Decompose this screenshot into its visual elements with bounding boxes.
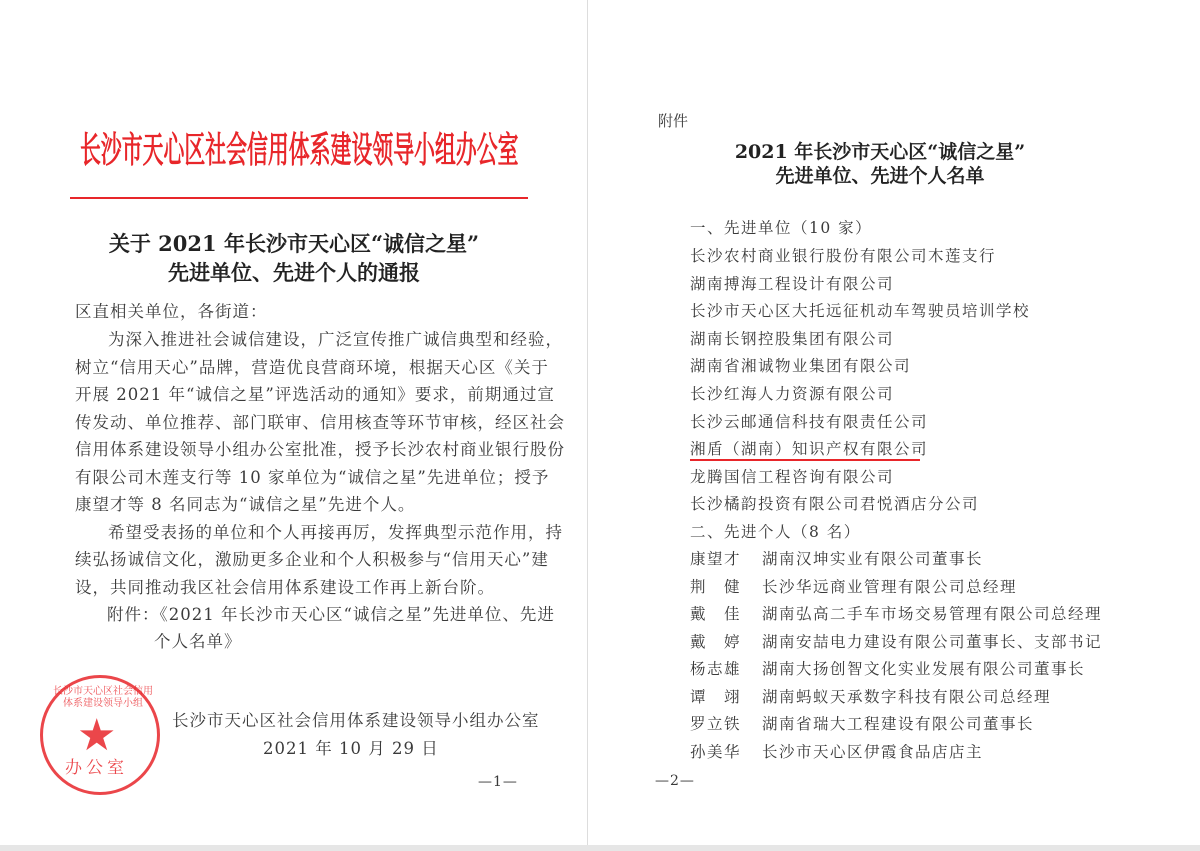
salutation: 区直相关单位，各街道： <box>75 302 268 321</box>
person-title: 湖南汉坤实业有限公司董事长 <box>762 550 984 568</box>
date: 2021 年 10 月 29 日 <box>263 739 439 758</box>
notice-title-line-2: 先进单位、先进个人的通报 <box>168 260 420 285</box>
person-name: 戴 婷 <box>690 632 742 651</box>
body-line: 为深入推进社会诚信建设，广泛宣传推广诚信典型和经验， <box>108 330 563 349</box>
letterhead: 长沙市天心区社会信用体系建设领导小组办公室 <box>80 129 519 171</box>
body-line: 树立“信用天心”品牌，营造优良营商环境，根据天心区《关于 <box>75 357 549 377</box>
unit-item: 长沙红海人力资源有限公司 <box>690 385 895 403</box>
person-title: 长沙市天心区伊霞食品店店主 <box>762 742 984 761</box>
person-title: 湖南大扬创智文化实业发展有限公司董事长 <box>762 660 1086 678</box>
unit-item: 长沙农村商业银行股份有限公司木莲支行 <box>690 247 997 265</box>
person-title: 湖南弘高二手车市场交易管理有限公司总经理 <box>762 605 1103 623</box>
attachment-label: 附件 <box>658 112 689 130</box>
people-heading: 二、先进个人（8 名） <box>690 523 861 541</box>
person-title: 湖南蚂蚁天承数字科技有限公司总经理 <box>762 687 1052 706</box>
seal-arc-text: 长沙市天心区社会信用体系建设领导小组 <box>53 686 153 709</box>
star-icon: ★ <box>77 710 117 761</box>
page-1 <box>0 0 588 845</box>
unit-item: 长沙橘韵投资有限公司君悦酒店分公司 <box>690 495 980 514</box>
body-line: 有限公司木莲支行等 10 家单位为“诚信之星”先进单位；授予 <box>75 467 550 487</box>
list-title-line-1: 2021 年长沙市天心区“诚信之星” <box>734 141 1026 163</box>
body-line: 信用体系建设领导小组办公室批准，授予长沙农村商业银行股份 <box>75 440 565 459</box>
unit-item: 长沙云邮通信科技有限责任公司 <box>690 412 929 431</box>
signature: 长沙市天心区社会信用体系建设领导小组办公室 <box>172 711 540 730</box>
unit-item: 长沙市天心区大托远征机动车驾驶员培训学校 <box>690 302 1031 321</box>
body-line: 康望才等 8 名同志为“诚信之星”先进个人。 <box>75 495 416 514</box>
seal-center-text: 办公室 <box>65 758 128 778</box>
person-name: 罗立铁 <box>690 715 742 733</box>
person-title: 湖南安喆电力建设有限公司董事长、支部书记 <box>762 632 1103 651</box>
unit-item: 湖南搏海工程设计有限公司 <box>690 274 895 293</box>
page-number: —1— <box>478 774 518 790</box>
body-line: 设，共同推动我区社会信用体系建设工作再上新台阶。 <box>75 577 495 597</box>
person-name: 荆 健 <box>690 577 742 596</box>
person-title: 长沙华远商业管理有限公司总经理 <box>762 577 1018 596</box>
letterhead-divider <box>70 197 528 199</box>
body-line: 传发动、单位推荐、部门联审、信用核查等环节审核，经区社会 <box>75 412 565 432</box>
official-seal <box>40 675 160 795</box>
page-number: —2— <box>655 773 695 789</box>
body-line: 续弘扬诚信文化，激励更多企业和个人积极参与“信用天心”建 <box>75 550 549 569</box>
unit-item: 湖南长钢控股集团有限公司 <box>690 329 895 348</box>
page-2 <box>590 0 1200 845</box>
person-name: 康望才 <box>690 550 742 568</box>
scan-edge <box>0 845 1200 851</box>
person-name: 孙美华 <box>690 742 742 761</box>
highlight-underline <box>690 459 920 461</box>
person-name: 谭 翊 <box>690 687 742 706</box>
attachment-line-1: 附件：《2021 年长沙市天心区“诚信之星”先进单位、先进 <box>107 605 555 624</box>
body-line: 希望受表扬的单位和个人再接再厉，发挥典型示范作用，持 <box>108 522 563 542</box>
person-title: 湖南省瑞大工程建设有限公司董事长 <box>762 715 1035 733</box>
attachment-line-2: 个人名单》 <box>154 632 242 651</box>
person-name: 戴 佳 <box>690 605 742 623</box>
units-heading: 一、先进单位（10 家） <box>690 219 873 237</box>
body-line: 开展 2021 年“诚信之星”评选活动的通知》要求，前期通过宣 <box>75 385 555 404</box>
unit-item: 龙腾国信工程咨询有限公司 <box>690 467 895 486</box>
list-title-line-2: 先进单位、先进个人名单 <box>775 165 985 187</box>
unit-item: 湘盾（湖南）知识产权有限公司 <box>690 440 929 459</box>
person-name: 杨志雄 <box>690 660 742 678</box>
unit-item: 湖南省湘诚物业集团有限公司 <box>690 357 912 376</box>
notice-title-line-1: 关于 2021 年长沙市天心区“诚信之星” <box>108 231 480 256</box>
